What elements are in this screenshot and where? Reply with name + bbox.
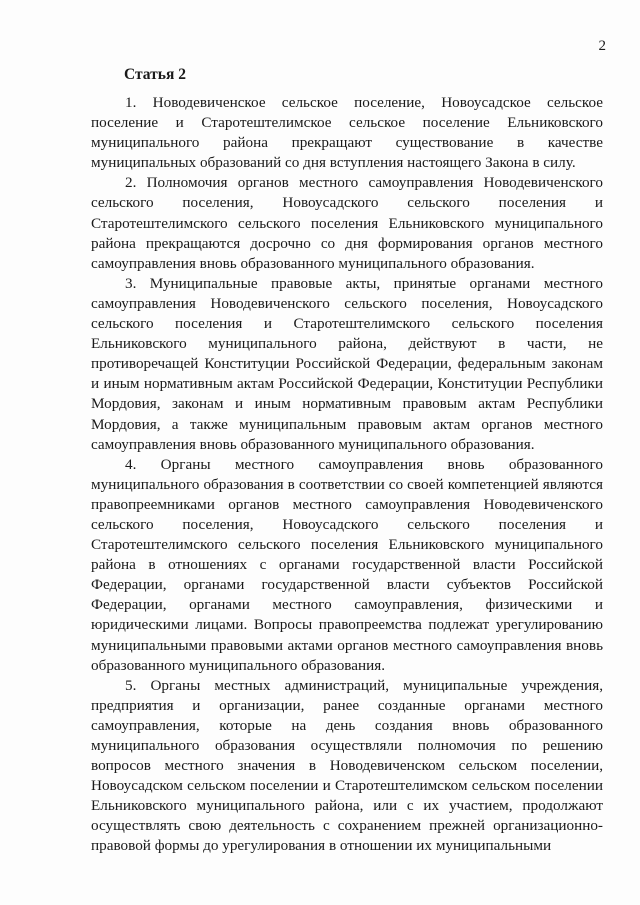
paragraph-5: 5. Органы местных администраций, муниципальные учреждения, предприятия и организации, ранее созданные органами местного самоуправления, которые на день создания вновь образованного муниципального образования осуществляли полномочия по решению вопросов местного значения в Новодевиченском сельском поселении, Новоусадском сельском поселении и Старотештелимском сельском поселении Ельниковского муниципального района, или с их участием, продолжают осуществлять свою деятельность с сохранением прежней организационно-правовой формы до урегулирования в отношении их муниципальными xyxy=(91,676,603,855)
paragraph-3: 3. Муниципальные правовые акты, принятые органами местного самоуправления Новодевиченского сельского поселения, Новоусадского сельского поселения и Старотештелимского сельского поселения Ельниковского муниципального района, действуют в части, не противоречащей Конституции Российской Федерации, федеральным законам и иным нормативным актам Российской Федерации, Конституции Республики Мордовия, законам и иным нормативным правовым актам Республики Мордовия, а также муниципальным правовым актам органов местного самоуправления вновь образованного муниципального образования. xyxy=(91,274,603,453)
page-number: 2 xyxy=(598,38,606,54)
article-body xyxy=(91,93,603,857)
paragraph-4: 4. Органы местного самоуправления вновь образованного муниципального образования в соответствии со своей компетенцией являются правопреемниками органов местного самоуправления Новодевиченского сельского поселения, Новоусадского сельского поселения и Старотештелимского сельского поселения Ельниковского муниципального района в отношениях с органами государственной власти Российской Федерации, органами государственной власти субъектов Российской Федерации, органами местного самоуправления, физическими и юридическими лицами. Вопросы правопреемства подлежат урегулированию муниципальными правовыми актами органов местного самоуправления вновь образованного муниципального образования. xyxy=(91,455,603,674)
paragraph-1: 1. Новодевиченское сельское поселение, Новоусадское сельское поселение и Старотештелимское сельское поселение Ельниковского муниципального района прекращают существование в качестве муниципальных образований со дня вступления настоящего Закона в силу. xyxy=(91,94,603,172)
article-title: Статья 2 xyxy=(124,66,186,83)
paragraph-2: 2. Полномочия органов местного самоуправления Новодевиченского сельского поселения, Новоусадского сельского поселения и Старотештелимского сельского поселения Ельниковского муниципального района прекращаются досрочно со дня формирования органов местного самоуправления вновь образованного муниципального образования. xyxy=(91,174,603,272)
